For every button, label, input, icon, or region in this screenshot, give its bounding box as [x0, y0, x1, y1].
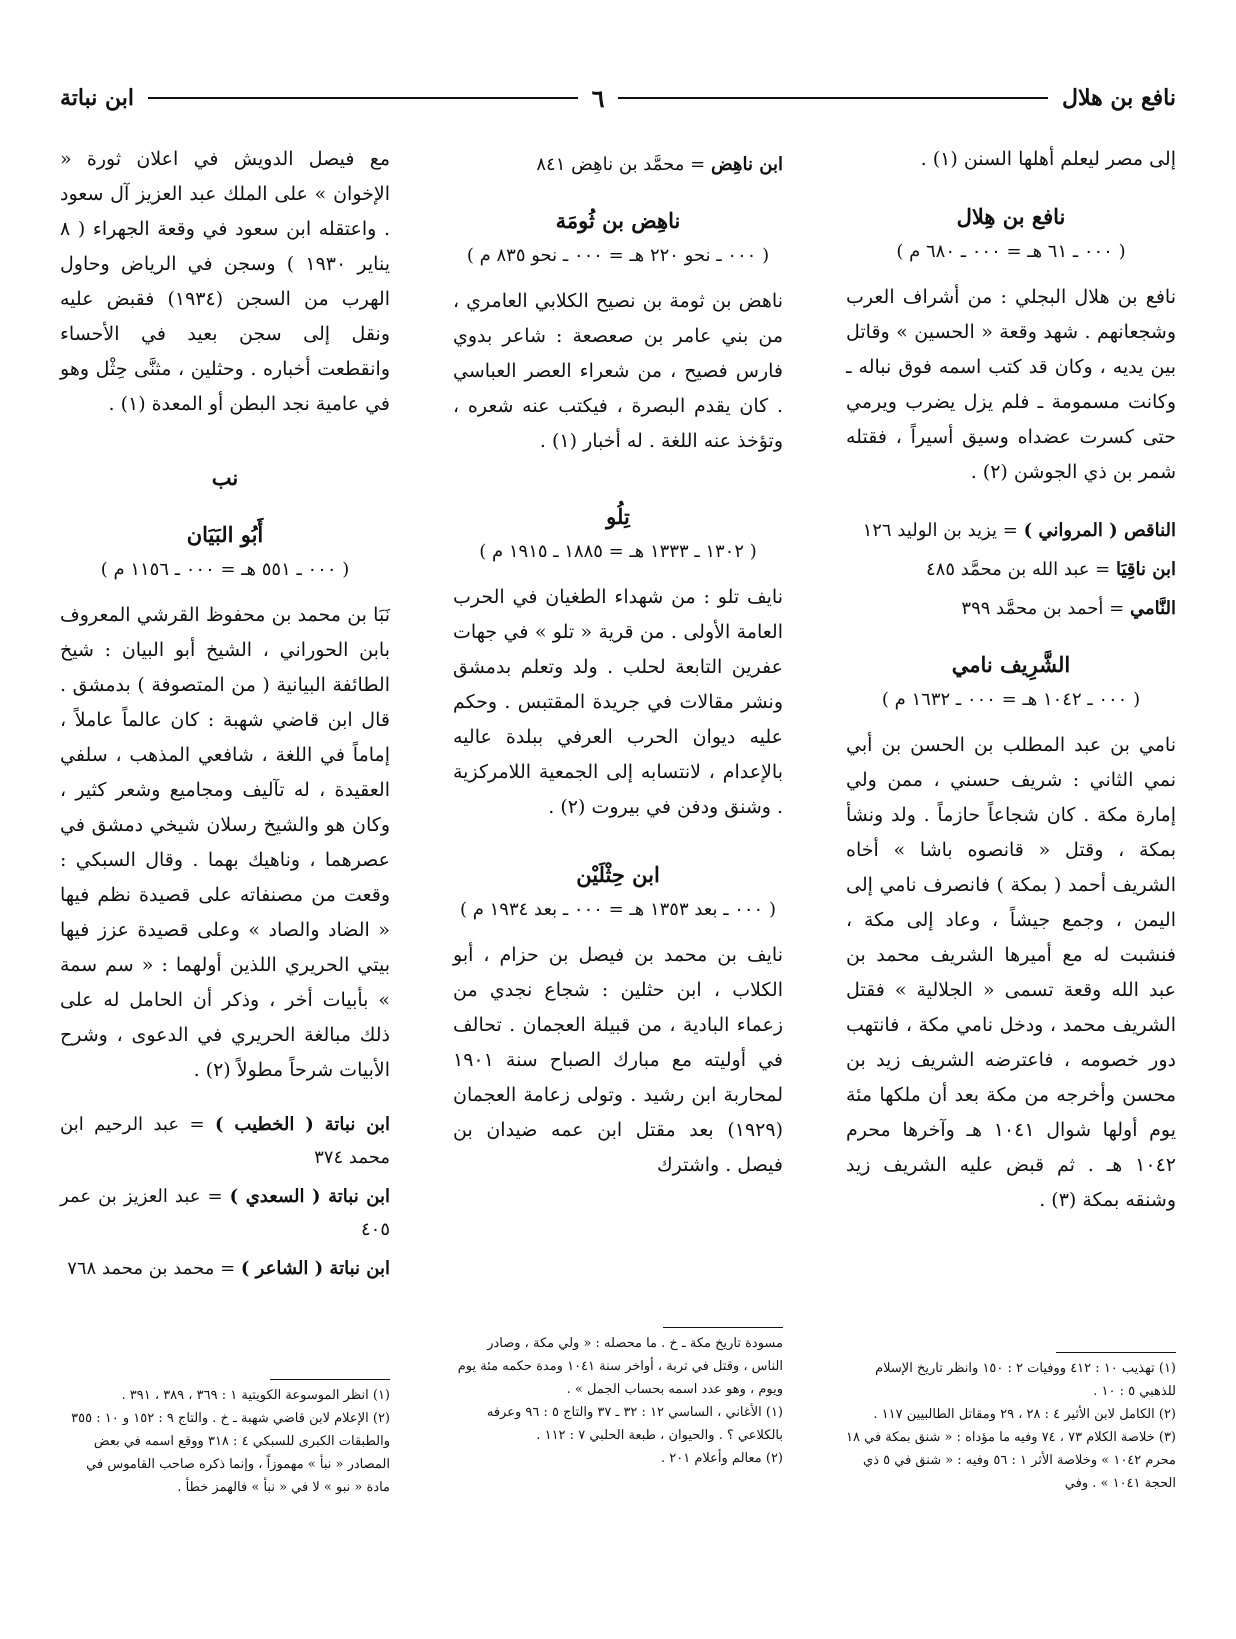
entry-continuation: إلى مصر ليعلم أهلها السنن (١) . — [920, 148, 1176, 170]
header-rule — [618, 97, 1048, 99]
entry-body: ناهض بن ثومة بن نصيح الكلابي العامري ، من بني عامر بن صعصعة : شاعر بدوي فارس فصيح ، من شعراء العصر العباسي . كان يقدم البصرة ، فيكتب عنه شعره ، وتؤخذ عنه اللغة . له أخبار (١) . — [453, 290, 783, 452]
cross-reference — [846, 514, 1176, 547]
entry-dates: ( ١٣٠٢ ـ ١٣٣٣ هـ = ١٨٨٥ ـ ١٩١٥ م ) — [479, 541, 757, 562]
entry-title: ناهِض بن ثُومَة — [555, 208, 681, 233]
cross-reference — [846, 592, 1176, 625]
entry-dates: ( ٠٠٠ ـ بعد ١٣٥٣ هـ = ٠٠٠ ـ بعد ١٩٣٤ م ) — [460, 899, 776, 920]
xref-name: ابن نباتة ( الشاعر ) — [240, 1258, 390, 1279]
xref-target: = محمَّد بن ناهِض ٨٤١ — [536, 154, 706, 175]
footnote-rule — [1056, 1352, 1176, 1353]
entry-title: نافع بن هِلال — [956, 204, 1066, 229]
entry-continuation: مع فيصل الدويش في اعلان ثورة « الإخوان » على الملك عبد العزيز آل سعود . واعتقله ابن سعود في وقعة الجهراء ( ٨ يناير ١٩٣٠ ) وسجن في الرياض وحاول الهرب من السجن (١٩٣٤) فقبض عليه ونقل إلى سجن بعيد في الأحساء وانقطعت أخباره . وحثلين ، مثنَّى حِثْل وهو في عامية نجد البطن أو المعدة (١) . — [60, 148, 390, 415]
cross-reference — [846, 553, 1176, 586]
entry-body: نَبَا بن محمد بن محفوظ القرشي المعروف بابن الحوراني ، الشيخ أبو البيان : شيخ الطائفة البيانية ( من المتصوفة ) بدمشق . قال ابن قاضي شهبة : كان عالماً عاملاً ، إماماً في اللغة ، شافعي المذهب ، سلفي العقيدة ، له تآليف ومجاميع وشعر كثير ، وكان هو والشيخ رسلان شيخي دمشق في عصرهما ، وناهيك بهما . وقال السبكي : وقعت من مصنفاته على قصيدة نظم فيها « الضاد والصاد » وعلى قصيدة عزز فيها بيتي الحريري اللذين أولهما : « سم سمة » بأبيات أخر ، وذكر أن الحامل له على ذلك مبالغة الحريري في الدعوى ، وشرح الأبيات شرحاً مطولاً (٢) . — [60, 604, 390, 1081]
header-rule — [148, 97, 578, 99]
xref-target: = محمد بن محمد ٧٦٨ — [67, 1258, 236, 1279]
column-left — [60, 142, 390, 1291]
xref-target: = عبد الرحيم ابن محمد ٣٧٤ — [60, 1114, 390, 1168]
footnotes-left — [60, 1379, 390, 1499]
footnote-rule — [663, 1327, 783, 1328]
page-header — [60, 78, 1176, 118]
xref-name: ابن ناقِيَا — [1116, 559, 1176, 580]
entry-dates: ( ٠٠٠ ـ ٥٥١ هـ = ٠٠٠ ـ ١١٥٦ م ) — [100, 559, 350, 580]
entry-body: نامي بن عبد المطلب بن الحسن بن أبي نمي الثاني : شريف حسني ، ممن ولي إمارة مكة . كان شجاعاً حازماً . ولد ونشأ بمكة ، وقتل « قانصوه باشا » أخاه الشريف أحمد ( بمكة ) فانصرف نامي إلى اليمن ، وجمع جيشاً ، وعاد إلى مكة ، فنشبت له مع أميرها الشريف محمد بن عبد الله وقعة تسمى « الجلالية » فقتل الشريف محمد ، ودخل نامي مكة ، فانتهب دور خصومه ، فاعترضه الشريف زيد بن محسن وأخرجه من مكة بعد أن ملكها مئة يوم أولها شوال ١٠٤١ هـ وآخرها محرم ١٠٤٢ هـ . ثم قبض عليه الشريف زيد وشنقه بمكة (٣) . — [846, 734, 1176, 1211]
footnote: مسودة تاريخ مكة ـ خ . ما محصله : « ولي مكة ، وصادر الناس ، وقتل في تربة ، أواخر سنة ١٠٤١ ومدة حكمه مئة يوم ويوم ، وهو عدد اسمه بحساب الجمل » . — [457, 1336, 783, 1397]
entry-title: أَبُو البَيَان — [186, 522, 264, 547]
footnotes-right — [846, 1352, 1176, 1495]
entry-title: الشَّرِيف نامي — [951, 652, 1071, 677]
footnote: (١) انظر الموسوعة الكويتية ١ : ٣٦٩ ، ٣٨٩ ، ٣٩١ . — [121, 1388, 390, 1403]
footnote: (٢) الإعلام لابن قاضي شهبة ـ خ . والتاج ٩ : ١٥٢ و ١٠ : ٣٥٥ والطبقات الكبرى للسبكي ٤ : ٣١٨ ووقع اسمه في بعض المصادر « نبأ » مهموزاً ، وإنما ذكره صاحب القاموس في مادة « نبو » لا في « نبأ » فالهمز خطأ . — [71, 1411, 390, 1495]
cross-reference — [453, 148, 783, 181]
running-title-right: نافع بن هلال — [1062, 85, 1176, 111]
footnote: (٢) الكامل لابن الأثير ٤ : ٢٨ ، ٢٩ ومقاتل الطالبيين ١١٧ . — [873, 1407, 1176, 1422]
xref-name: ابن نباتة ( السعدي ) — [229, 1186, 390, 1207]
entry-body: نافع بن هلال البجلي : من أشراف العرب وشجعانهم . شهد وقعة « الحسين » وقاتل بين يديه ، وكان قد كتب اسمه فوق نباله ـ وكانت مسمومة ـ فلم يزل يضرب ويرمي حتى كسرت عضداه وسيق أسيراً ، فقتله شمر بن ذي الجوشن (٢) . — [846, 286, 1176, 483]
column-middle — [453, 142, 783, 1183]
cross-reference — [60, 1108, 390, 1174]
footnote: (٣) خلاصة الكلام ٧٣ ، ٧٤ وفيه ما مؤداه : « شنق بمكة في ١٨ محرم ١٠٤٢ » وخلاصة الأثر ١ : ٥٦ وفيه : « شنق في ٥ ذي الحجة ١٠٤١ » . وفي — [846, 1430, 1176, 1491]
running-title-left: ابن نباتة — [60, 85, 135, 111]
xref-target: = أحمد بن محمَّد ٣٩٩ — [961, 598, 1125, 619]
cross-reference — [60, 1180, 390, 1246]
footnote: (٢) معالم وأعلام ٢٠١ . — [660, 1451, 783, 1466]
entry-dates: ( ٠٠٠ ـ ١٠٤٢ هـ = ٠٠٠ ـ ١٦٣٢ م ) — [881, 689, 1141, 710]
entry-dates: ( ٠٠٠ ـ نحو ٢٢٠ هـ = ٠٠٠ ـ نحو ٨٣٥ م ) — [466, 245, 770, 266]
entry-title: تِلُو — [606, 504, 630, 529]
entry-title: ابن حِثْلَيْن — [576, 862, 660, 887]
footnote: (١) تهذيب ١٠ : ٤١٢ ووفيات ٢ : ١٥٠ وانظر تاريخ الإسلام للذهبي ٥ : ١٠ . — [875, 1361, 1176, 1399]
xref-name: الناقص ( المرواني ) — [1023, 520, 1176, 541]
xref-name: ابن ناهِض — [710, 154, 783, 175]
entry-dates: ( ٠٠٠ ـ ٦١ هـ = ٠٠٠ ـ ٦٨٠ م ) — [896, 241, 1126, 262]
column-right — [846, 142, 1176, 1218]
page-number: ٦ — [591, 83, 605, 113]
footnote-rule — [270, 1379, 390, 1380]
cross-reference — [60, 1252, 390, 1285]
entry-body: نايف تلو : من شهداء الطغيان في الحرب العامة الأولى . من قرية « تلو » في جهات عفرين التابعة لحلب . ولد وتعلم بدمشق ونشر مقالات في جريدة المقتبس . وحكم عليه ديوان الحرب العرفي ببلدة عاليه بالإعدام ، لانتسابه إلى الجمعية اللامركزية . وشنق ودفن في بيروت (٢) . — [453, 586, 783, 818]
xref-target: = يزيد بن الوليد ١٢٦ — [862, 520, 1018, 541]
xref-name: النَّامي — [1129, 598, 1176, 619]
xref-target: = عبد الله بن محمَّد ٤٨٥ — [926, 559, 1111, 580]
footnotes-middle — [453, 1327, 783, 1470]
xref-target: = عبد العزيز بن عمر ٤٠٥ — [60, 1186, 390, 1240]
section-heading: نب — [211, 465, 239, 490]
footnote: (١) الأغاني ، الساسي ١٢ : ٣٢ ـ ٣٧ والتاج ٥ : ٩٦ وعرفه بالكلاعي ؟ . والحيوان ، طبعة الحلبي ٧ : ١١٢ . — [486, 1405, 783, 1443]
xref-name: ابن نباتة ( الخطيب ) — [214, 1114, 390, 1135]
entry-body: نايف بن محمد بن فيصل بن حزام ، أبو الكلاب ، ابن حثلين : شجاع نجدي من زعماء البادية ، من قبيلة العجمان . تحالف في أوليته مع مبارك الصباح سنة ١٩٠١ لمحاربة ابن رشيد . وتولى زعامة العجمان (١٩٢٩) بعد مقتل ابن عمه ضيدان بن فيصل . واشترك — [453, 944, 783, 1176]
